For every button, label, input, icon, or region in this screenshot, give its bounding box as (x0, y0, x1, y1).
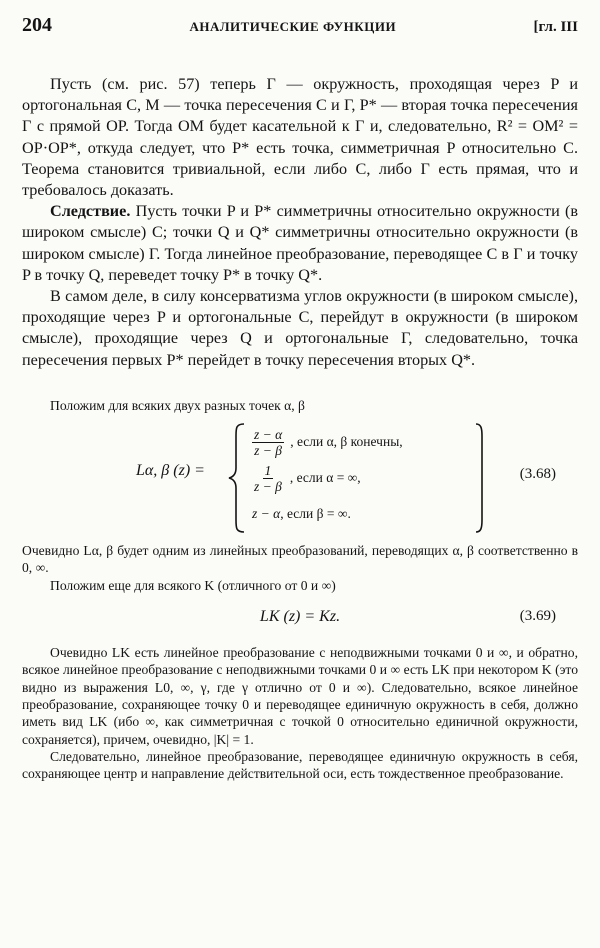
fraction (252, 463, 284, 494)
paragraph-corollary (22, 201, 578, 286)
equation-cases (252, 424, 403, 532)
running-title: АНАЛИТИЧЕСКИЕ ФУНКЦИИ (189, 19, 397, 34)
fraction (252, 427, 284, 458)
paragraph-remark: Очевидно Lα, β будет одним из линейных преобразований, переводящих α, β соответственно в 0, ∞. (22, 543, 578, 576)
page-number: 204 (22, 14, 52, 36)
paragraph-explanation: В самом деле, в силу консерватизма углов окружности (в широком смысле), проходящие через P и ортогональные C, перейдут в окружности (в широком смысле), проходящие через Q и ортогональные Γ, следовательно, точка пересечения первых P* перейдет в точку пересечения вторых Q*. (22, 287, 578, 369)
equation-3-69 (22, 600, 578, 640)
running-header (22, 14, 578, 44)
case-condition: , если α = ∞, (289, 470, 361, 486)
case-beta-infinite (252, 496, 403, 532)
equation-lhs: Lα, β (z) = (136, 462, 205, 480)
case-condition: , если α, β конечны, (290, 434, 403, 450)
chapter-label: [гл. III (533, 19, 578, 35)
denominator: z − β (254, 442, 283, 458)
case-alpha-infinite (252, 460, 403, 496)
equation-number: (3.69) (519, 608, 556, 625)
case-expression: z − α (252, 506, 281, 522)
right-bracket-icon (474, 422, 486, 534)
paragraph-conclusion: Следовательно, линейное преобразование, переводящее единичную окружность в себя, сохраняющее центр и направление действительной оси, есть тождественное преобразование. (22, 748, 578, 782)
eq-intro: Положим для всяких двух разных точек α, β (50, 397, 305, 413)
left-brace-icon (228, 422, 246, 534)
paragraph-define-lk: Положим еще для всякого K (отличного от 0 и ∞) (50, 577, 336, 593)
equation-formula: LK (z) = Kz. (259, 608, 341, 626)
corollary-text: Пусть точки P и P* симметричны относительно окружности (в широком смысле) C; точки Q и Q* симметричны относительно окружности (в широком смысле) Γ. Тогда линейное преобразование, переводящее C в Γ и точку P в точку Q, переведет точку P* в точку Q*. (22, 202, 579, 284)
numerator: 1 (264, 462, 272, 478)
book-page (22, 14, 578, 782)
case-finite (252, 424, 403, 460)
numerator: z − α (254, 426, 283, 442)
main-text (22, 74, 578, 371)
paragraph-proof: Пусть (см. рис. 57) теперь Γ — окружность, проходящая через P и ортогональная C, M — точка пересечения C и Γ, P* — вторая точка пересечения Γ с прямой OP. Тогда OM будет касательной к Γ и, следовательно, R² = OM² = OP·OP*, откуда следует, что P* есть точка, симметричная P относительно C. Теорема становится тривиальной, если либо C, либо Γ есть прямая, что и требовалось доказать. (22, 75, 578, 200)
paragraph-lk-properties: Очевидно LK есть линейное преобразование с неподвижными точками 0 и ∞, и обратно, всякое линейное преобразование с неподвижными точками 0 и ∞ есть LK при некотором K (это видно из выражения L0, ∞, γ, где γ отлично от 0 и ∞). Следовательно, всякое линейное преобразование, сохраняющее точку 0 и переводящее единичную окружность в себя, должно иметь вид LK (ибо ∞, как симметричная с точкой 0 относительно единичной окружности, сохраняется), причем, очевидно, |K| = 1. (22, 645, 578, 747)
corollary-label: Следствие. (50, 202, 131, 221)
equation-number: (3.68) (519, 466, 556, 483)
denominator: z − β (254, 478, 282, 494)
case-condition: , если β = ∞. (280, 506, 351, 522)
equation-3-68 (22, 422, 578, 534)
